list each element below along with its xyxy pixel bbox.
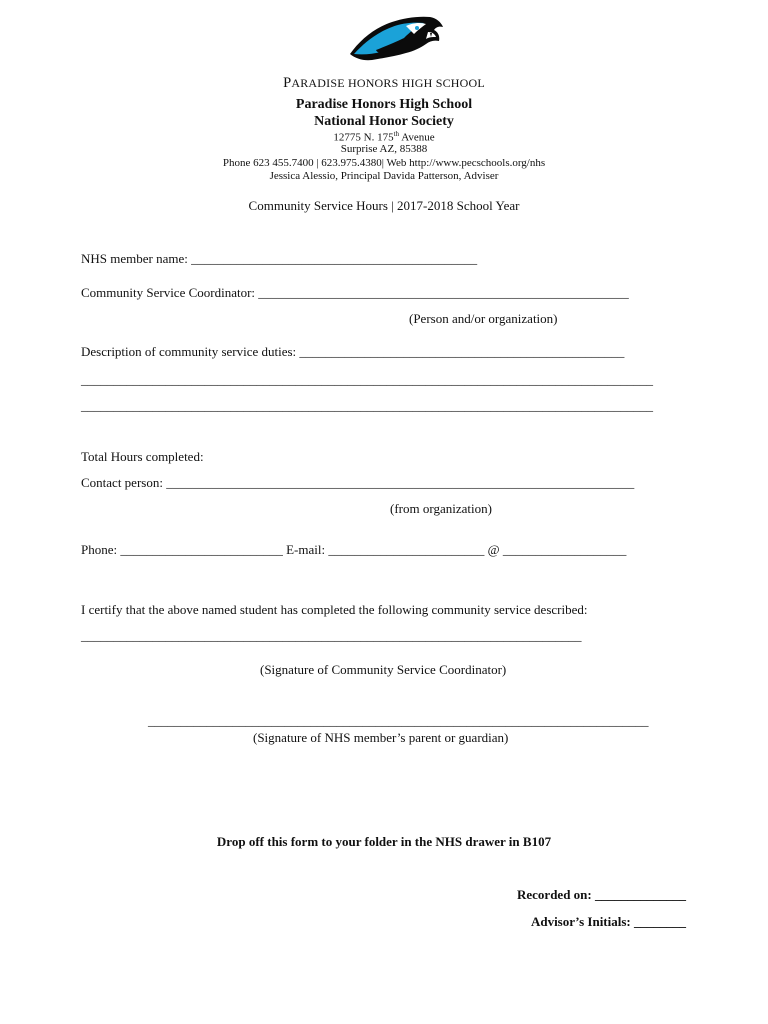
coordinator-signature-note: (Signature of Community Service Coordinator) bbox=[260, 662, 507, 677]
society-name: National Honor Society bbox=[314, 114, 454, 129]
total-hours-field[interactable]: Total Hours completed: bbox=[81, 449, 204, 464]
description-blank-line-1[interactable]: ________________________________________________________________________________________ bbox=[81, 372, 653, 387]
drop-off-instruction: Drop off this form to your folder in the NHS drawer in B107 bbox=[216, 834, 552, 849]
coordinator-field[interactable]: Community Service Coordinator: _________________________________________________________ bbox=[81, 285, 629, 300]
description-field[interactable]: Description of community service duties: __________________________________________________ bbox=[81, 344, 625, 359]
address-line-1: 12775 N. 175th Avenue bbox=[333, 130, 435, 144]
guardian-signature-line[interactable]: _____________________________________________________________________________ bbox=[148, 713, 649, 728]
panther-logo-icon bbox=[346, 10, 446, 70]
address-line-2: Surprise AZ, 85388 bbox=[340, 143, 428, 155]
advisor-initials-field[interactable]: Advisor’s Initials: ________ bbox=[530, 914, 686, 929]
school-year-title: Community Service Hours | 2017-2018 School Year bbox=[248, 198, 520, 213]
coordinator-signature-line[interactable]: _____________________________________________________________________________ bbox=[81, 628, 582, 643]
school-name-caps: PARADISE HONORS HIGH SCHOOL bbox=[283, 75, 485, 91]
certify-statement: I certify that the above named student has completed the following community service described: bbox=[81, 602, 588, 617]
staff-line: Jessica Alessio, Principal Davida Patterson, Adviser bbox=[269, 170, 499, 182]
school-name: Paradise Honors High School bbox=[295, 97, 473, 112]
contact-line: Phone 623 455.7400 | 623.975.4380| Web http://www.pecschools.org/nhs bbox=[222, 157, 546, 169]
description-blank-line-2[interactable]: ________________________________________________________________________________________ bbox=[81, 398, 653, 413]
phone-email-field[interactable]: Phone: _________________________ E-mail: ________________________ @ ___________________ bbox=[81, 542, 627, 557]
guardian-signature-note: (Signature of NHS member’s parent or guardian) bbox=[253, 730, 509, 745]
coordinator-note: (Person and/or organization) bbox=[409, 311, 558, 326]
contact-person-field[interactable]: Contact person: ________________________________________________________________________ bbox=[81, 475, 635, 490]
member-name-field[interactable]: NHS member name: ____________________________________________ bbox=[81, 251, 478, 266]
recorded-on-field[interactable]: Recorded on: ______________ bbox=[517, 887, 686, 902]
contact-note: (from organization) bbox=[390, 501, 492, 516]
